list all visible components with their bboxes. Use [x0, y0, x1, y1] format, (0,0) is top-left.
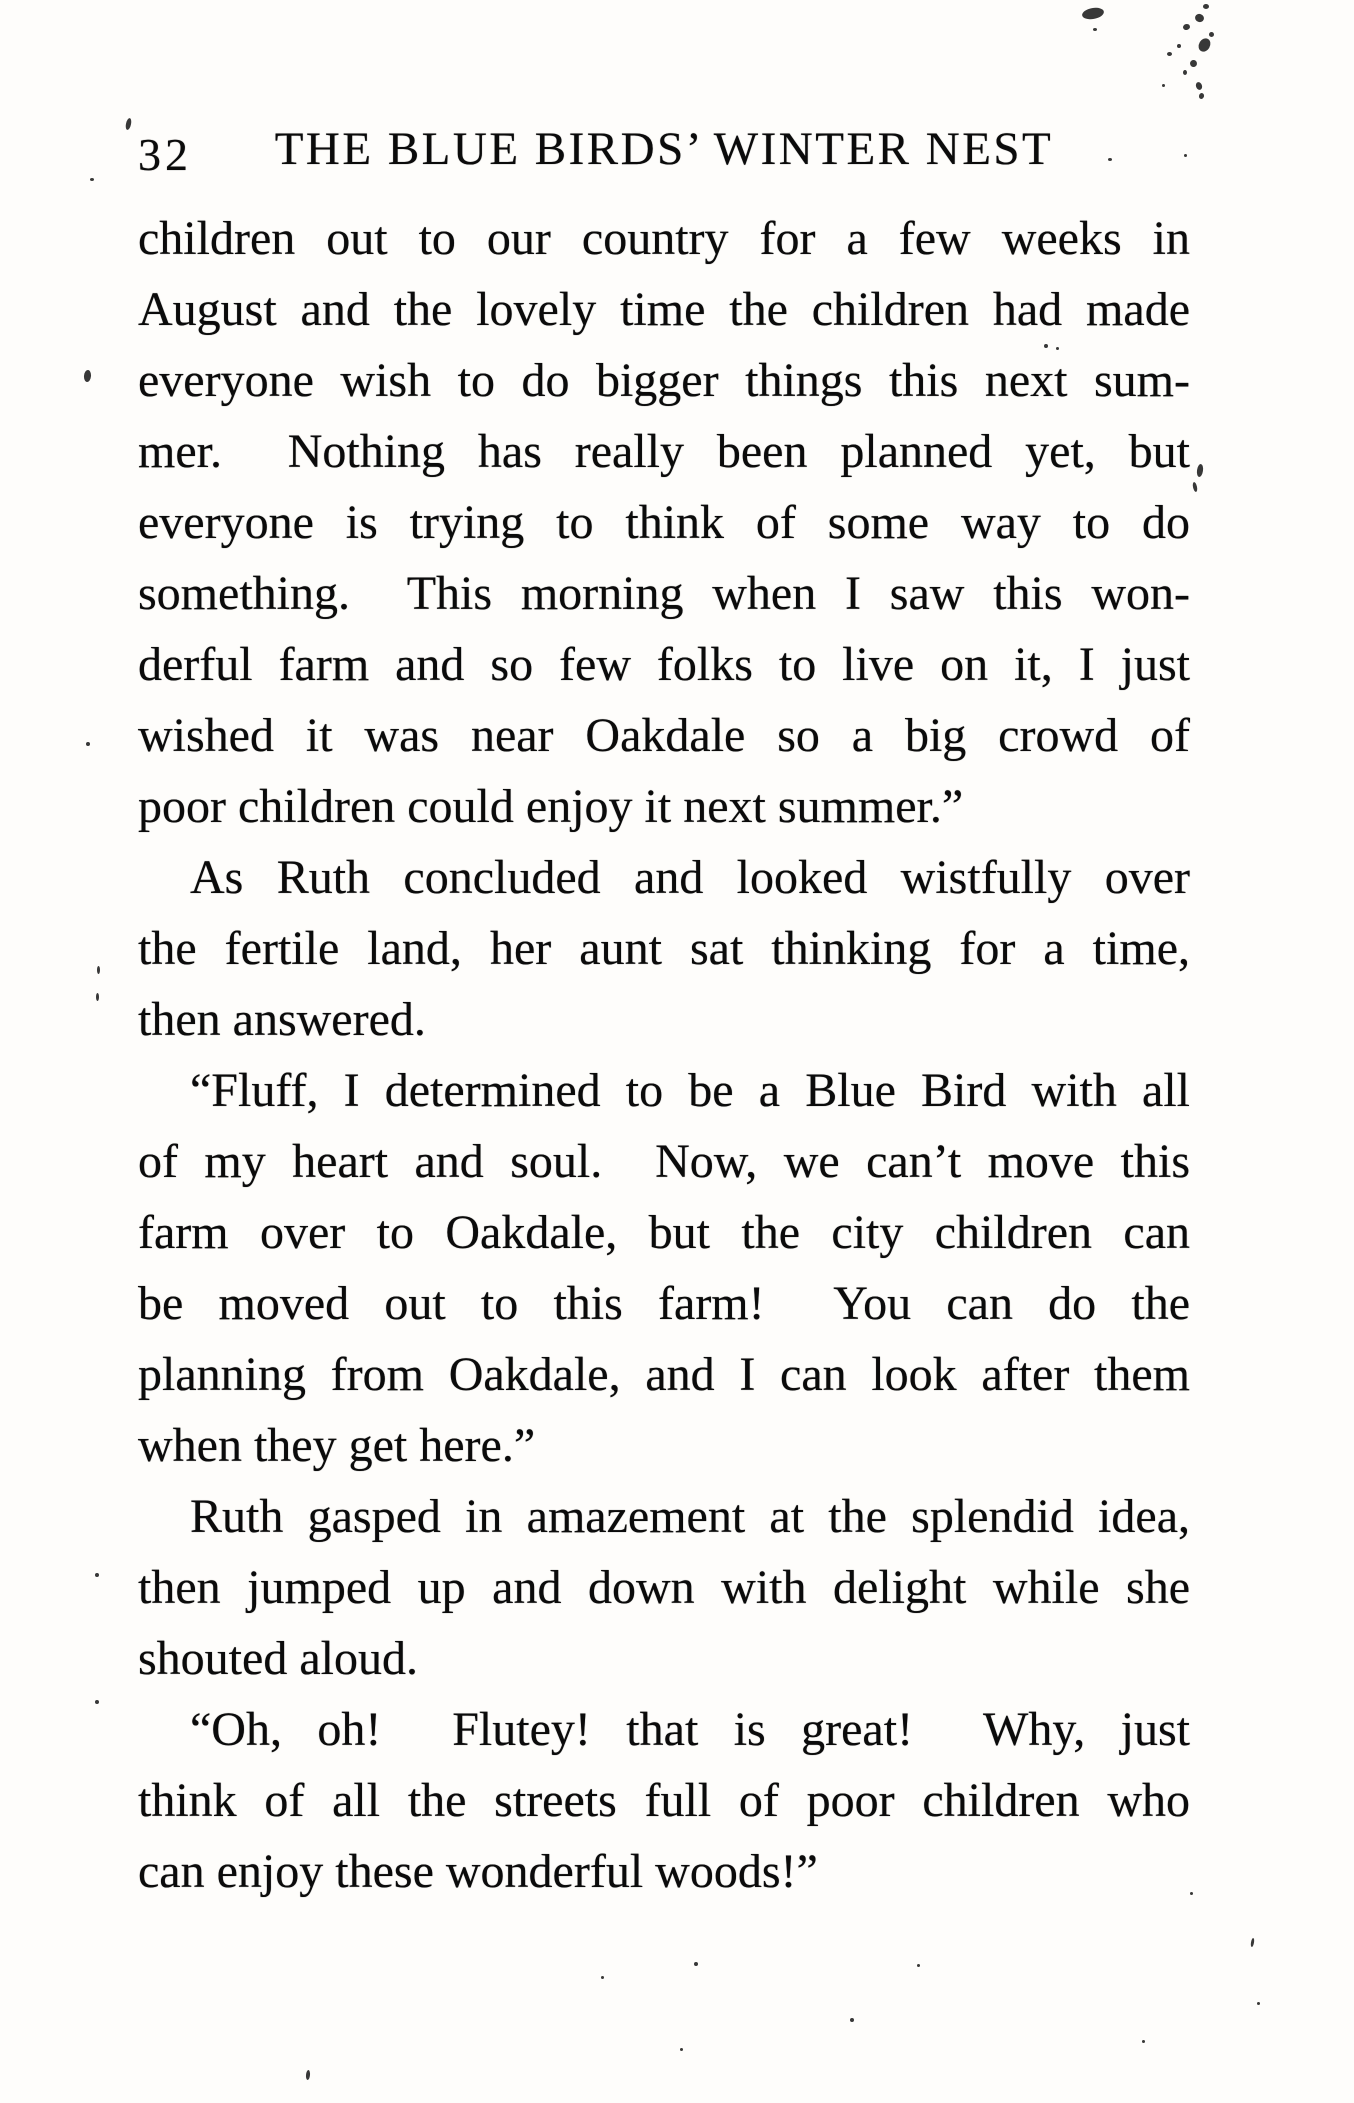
text-line: everyone is trying to think of some way to do	[138, 496, 1190, 549]
text-line: poor children could enjoy it next summer.”	[138, 780, 964, 833]
text-line: everyone wish to do bigger things this next sum-	[138, 354, 1190, 407]
ink-speck	[601, 1976, 604, 1979]
ink-speck	[1250, 1938, 1255, 1947]
ink-speck	[95, 1573, 99, 1577]
text-line: farm over to Oakdale, but the city children can	[138, 1206, 1190, 1259]
ink-speck	[1196, 36, 1213, 54]
ink-speck	[1189, 59, 1197, 67]
ink-speck	[1209, 32, 1214, 37]
text-line: think of all the streets full of poor children who	[138, 1774, 1190, 1827]
ink-speck	[97, 966, 100, 974]
text-line: the fertile land, her aunt sat thinking for a time,	[138, 922, 1190, 975]
ink-speck	[1167, 52, 1172, 56]
text-line: then jumped up and down with delight while she	[138, 1561, 1190, 1614]
ink-speck	[1203, 4, 1209, 9]
running-title: THE BLUE BIRDS’ WINTER NEST	[274, 123, 1054, 175]
ink-speck	[86, 742, 90, 746]
text-column	[138, 203, 1190, 1907]
text-line: be moved out to this farm! You can do the	[138, 1277, 1190, 1330]
ink-speck	[680, 2048, 683, 2051]
ink-speck	[306, 2070, 311, 2080]
ink-speck	[850, 2018, 854, 2022]
ink-speck	[1198, 92, 1204, 99]
ink-speck	[1177, 44, 1181, 48]
text-line: Ruth gasped in amazement at the splendid idea,	[190, 1490, 1190, 1543]
ink-speck	[1182, 23, 1190, 31]
text-line: something. This morning when I saw this won-	[138, 567, 1190, 620]
ink-speck	[1257, 2002, 1260, 2005]
text-line: children out to our country for a few weeks in	[138, 212, 1190, 265]
text-line: mer. Nothing has really been planned yet, but	[138, 425, 1190, 478]
ink-speck	[95, 1700, 99, 1704]
ink-speck	[1190, 1892, 1193, 1895]
ink-speck	[1194, 13, 1205, 24]
ink-speck	[83, 370, 91, 383]
ink-speck	[96, 993, 99, 1001]
ink-speck	[1195, 81, 1203, 91]
ink-speck	[1093, 28, 1097, 31]
ink-speck	[1183, 70, 1187, 75]
text-line: As Ruth concluded and looked wistfully over	[190, 851, 1190, 904]
ink-speck	[694, 1962, 698, 1966]
text-line: when they get here.”	[138, 1419, 536, 1472]
text-line: wished it was near Oakdale so a big crowd of	[138, 709, 1190, 762]
text-line: planning from Oakdale, and I can look after them	[138, 1348, 1190, 1401]
ink-speck	[917, 1964, 920, 1967]
text-line: “Oh, oh! Flutey! that is great! Why, just	[190, 1703, 1190, 1756]
text-line: “Fluff, I determined to be a Blue Bird with all	[190, 1064, 1190, 1117]
ink-speck	[1196, 464, 1204, 478]
text-line: derful farm and so few folks to live on it, I just	[138, 638, 1190, 691]
ink-speck	[1081, 6, 1105, 21]
ink-speck	[1162, 84, 1165, 87]
page-number: 32	[138, 129, 192, 180]
ink-speck	[90, 178, 94, 181]
text-line: can enjoy these wonderful woods!”	[138, 1845, 818, 1898]
ink-speck	[1192, 482, 1198, 493]
text-line: shouted aloud.	[138, 1632, 418, 1685]
ink-speck	[1142, 2040, 1145, 2043]
text-line: of my heart and soul. Now, we can’t move this	[138, 1135, 1190, 1188]
text-line: August and the lovely time the children had made	[138, 283, 1190, 336]
text-line: then answered.	[138, 993, 426, 1046]
running-header	[138, 120, 1190, 184]
ink-speck	[125, 118, 132, 131]
